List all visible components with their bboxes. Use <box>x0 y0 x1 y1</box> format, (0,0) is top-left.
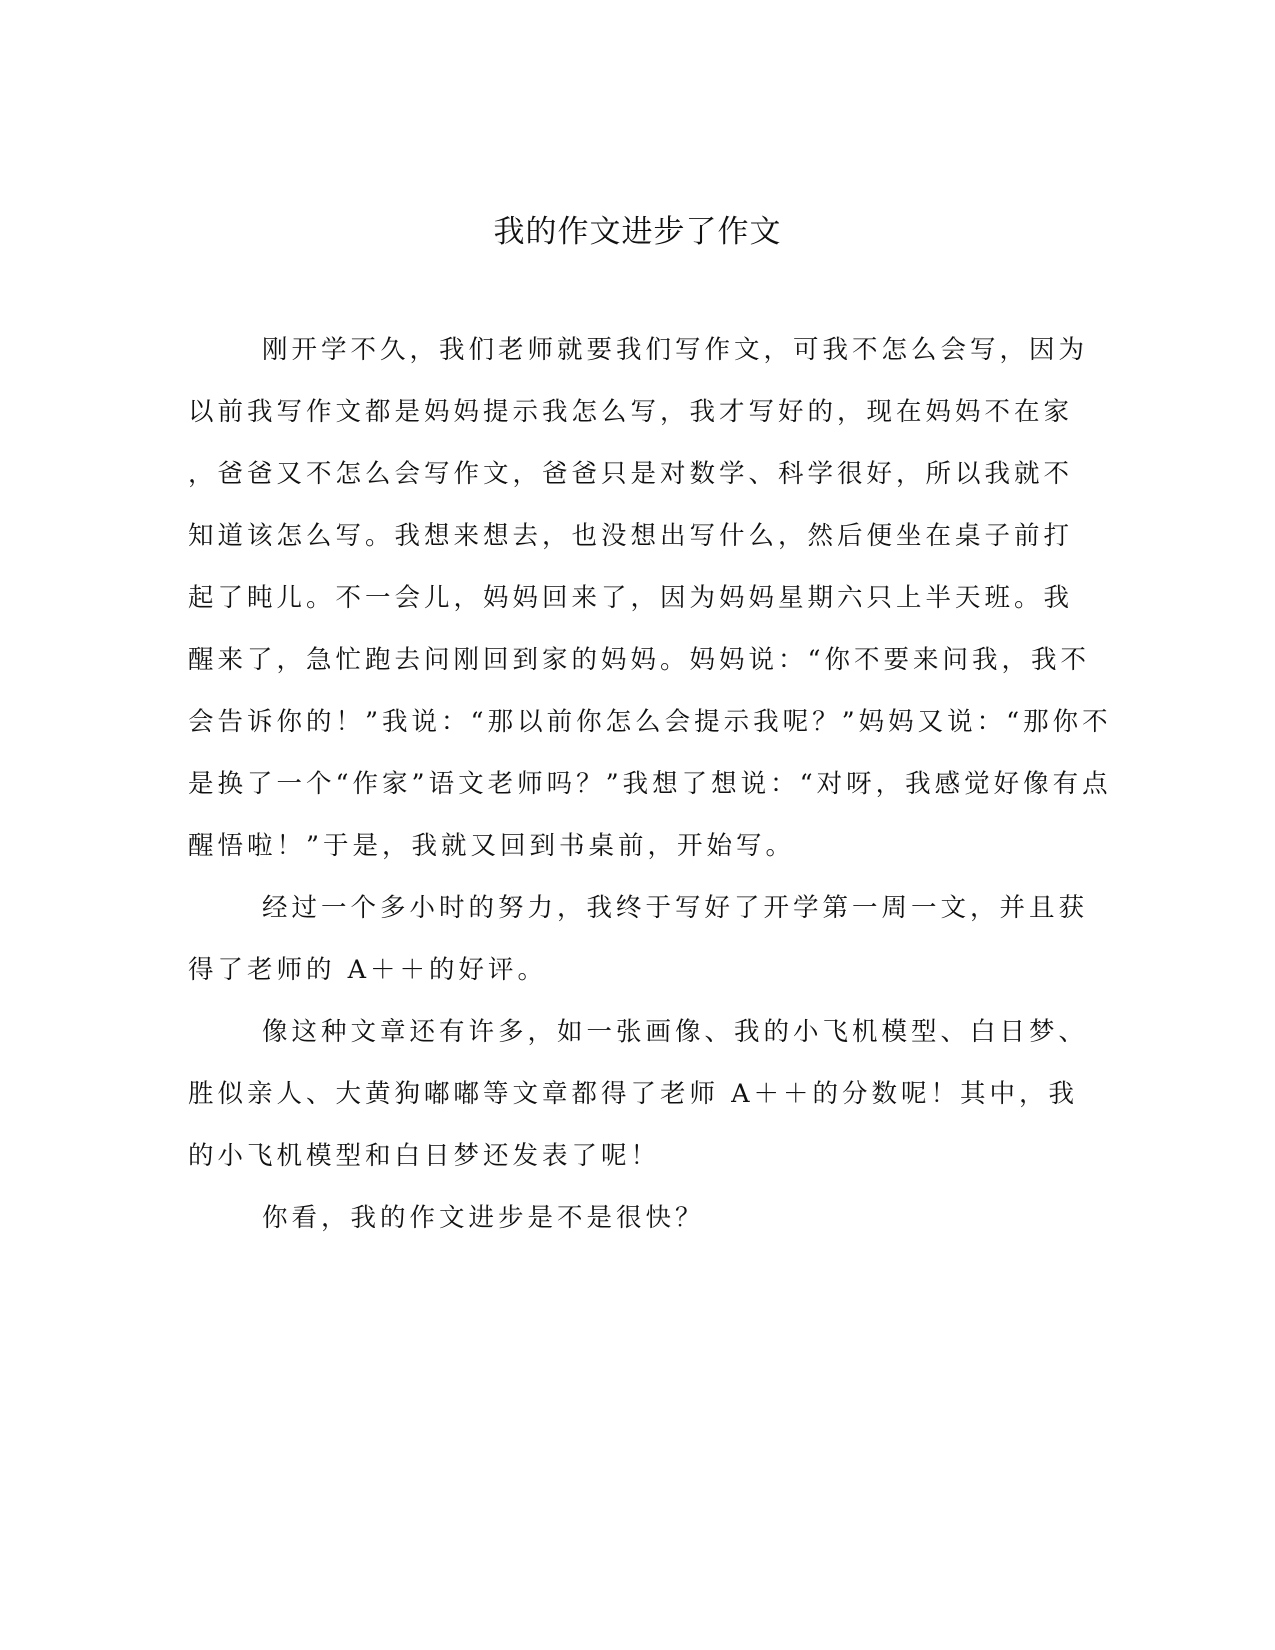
document-title: 我的作文进步了作文 <box>493 214 782 250</box>
paragraph-1-line-5: 起了盹儿。不一会儿，妈妈回来了，因为妈妈星期六只上半天班。我 <box>188 583 1074 613</box>
paragraph-2-line-2: 得了老师的 A＋＋的好评。 <box>188 955 548 985</box>
document-body <box>188 319 1112 1249</box>
paragraph-1-line-7: 会告诉你的！”我说：“那以前你怎么会提示我呢？”妈妈又说：“那你不 <box>188 707 1112 737</box>
paragraph-1-line-1: 刚开学不久，我们老师就要我们写作文，可我不怎么会写，因为 <box>262 335 1089 365</box>
paragraph-1-line-6: 醒来了，急忙跑去问刚回到家的妈妈。妈妈说：“你不要来问我，我不 <box>188 645 1091 675</box>
paragraph-1-line-9: 醒悟啦！”于是，我就又回到书桌前，开始写。 <box>188 831 796 861</box>
paragraph-3-line-1: 像这种文章还有许多，如一张画像、我的小飞机模型、白日梦、 <box>262 1017 1089 1047</box>
paragraph-2-line-1: 经过一个多小时的努力，我终于写好了开学第一周一文，并且获 <box>262 893 1089 923</box>
paragraph-1-line-4: 知道该怎么写。我想来想去，也没想出写什么，然后便坐在桌子前打 <box>188 521 1074 551</box>
paragraph-1-line-8: 是换了一个“作家”语文老师吗？”我想了想说：“对呀，我感觉好像有点 <box>188 769 1112 799</box>
paragraph-4-line-1: 你看，我的作文进步是不是很快？ <box>262 1203 705 1233</box>
paragraph-3-line-2: 胜似亲人、大黄狗嘟嘟等文章都得了老师 A＋＋的分数呢！其中，我 <box>188 1079 1079 1109</box>
paragraph-1-line-3: ，爸爸又不怎么会写作文，爸爸只是对数学、科学很好，所以我就不 <box>188 459 1074 489</box>
paragraph-1-line-2: 以前我写作文都是妈妈提示我怎么写，我才写好的，现在妈妈不在家 <box>188 397 1074 427</box>
paragraph-3-line-3: 的小飞机模型和白日梦还发表了呢！ <box>188 1141 661 1171</box>
